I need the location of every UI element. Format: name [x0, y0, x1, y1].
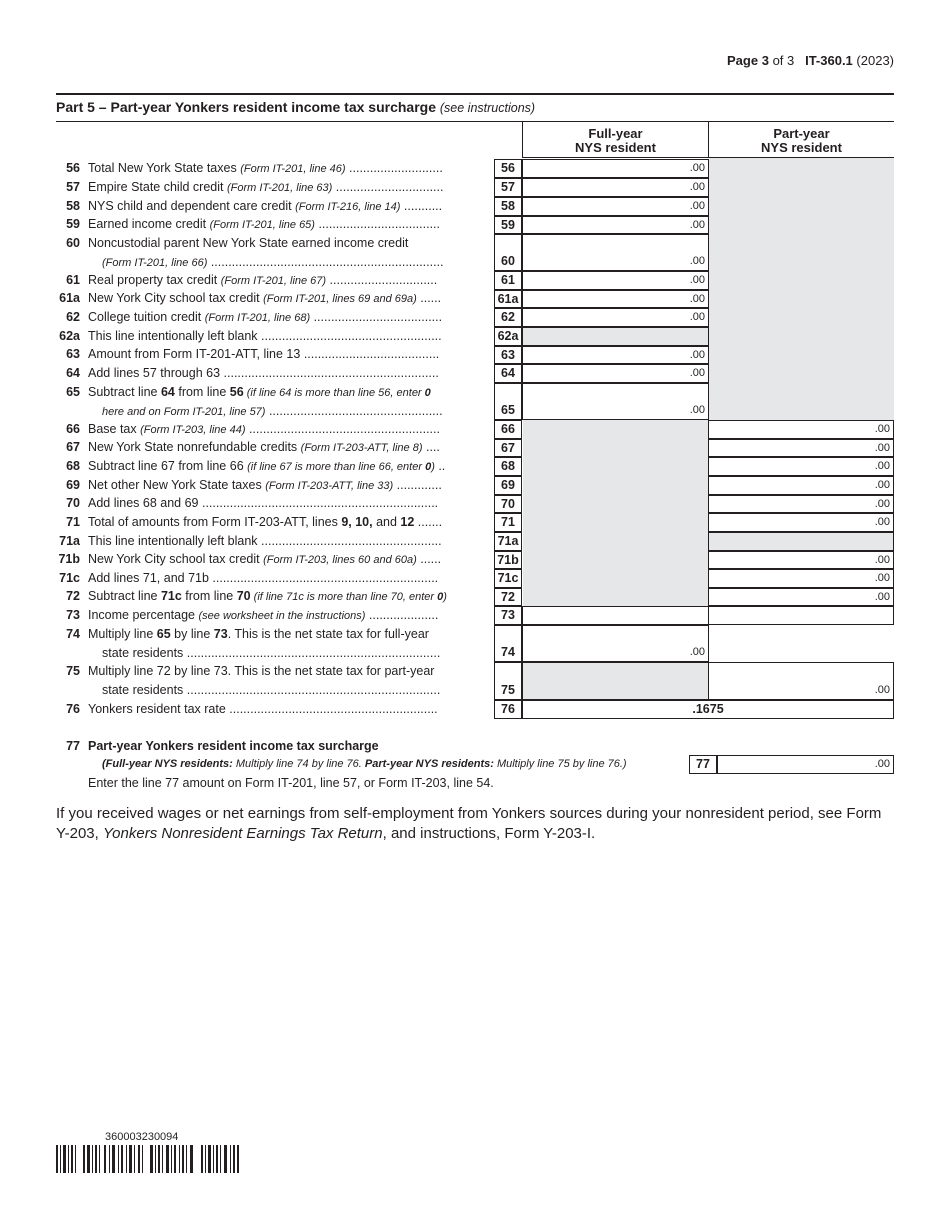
line-68 — [0, 457, 950, 476]
line-59 — [0, 216, 950, 234]
line-description — [88, 627, 486, 641]
line-number: 60 — [66, 236, 80, 250]
line-text: . This is the net state tax for full-year — [227, 627, 429, 641]
note-text: , and instructions, Form Y-203-I. — [382, 825, 596, 842]
line-description-cont — [102, 404, 486, 418]
line-ref: (Form IT-203, lines 60 and 60a) — [263, 554, 417, 566]
line-77-instructions — [102, 758, 627, 770]
line-box: 63 — [494, 346, 522, 364]
leader-dots: ....... — [414, 515, 443, 529]
line-number: 74 — [66, 627, 80, 641]
line-note-bold: 0 — [424, 387, 431, 399]
page-of: of 3 — [772, 53, 795, 68]
line-description — [88, 702, 486, 716]
leader-dots: ............................... — [332, 180, 444, 194]
line-box: 71a — [494, 532, 522, 551]
line-text: Yonkers resident tax rate — [88, 702, 226, 716]
line-number: 71 — [66, 515, 80, 529]
full-year-amount-64[interactable]: .00 — [522, 364, 709, 383]
full-year-amount-58[interactable]: .00 — [522, 197, 709, 216]
line-box: 65 — [494, 383, 522, 420]
line-box: 61a — [494, 290, 522, 308]
line-number: 62 — [66, 310, 80, 324]
full-year-amount-62a-blank — [522, 327, 709, 346]
line-74 — [0, 625, 950, 662]
column-header-full-year-line2: NYS resident — [575, 140, 656, 155]
line-56 — [0, 159, 950, 178]
line-box: 57 — [494, 178, 522, 197]
line-box: 68 — [494, 457, 522, 476]
line-58 — [0, 197, 950, 216]
full-year-amount-63[interactable]: .00 — [522, 346, 709, 364]
line-text: Total New York State taxes — [88, 161, 237, 175]
column-header-part-year — [708, 121, 894, 158]
line-number: 61 — [66, 273, 80, 287]
leader-dots: .................... — [365, 608, 439, 622]
line-number: 59 — [66, 217, 80, 231]
line-description: Multiply line 72 by line 73. This is the net state tax for part-year — [88, 664, 435, 678]
line-ref: (Form IT-201, line 46) — [240, 163, 346, 175]
line-ref: (Form IT-201, lines 69 and 69a) — [263, 293, 417, 305]
line-text: Earned income credit — [88, 217, 207, 231]
line-77-title: Part-year Yonkers resident income tax surcharge — [88, 739, 379, 753]
leader-dots: ........... — [400, 199, 443, 213]
leader-dots: ............. — [393, 478, 442, 492]
line-text-bold: 70 — [236, 589, 251, 603]
part-title-text: Part 5 – Part-year Yonkers resident income tax surcharge — [56, 99, 436, 115]
full-year-amount-62[interactable]: .00 — [522, 308, 709, 327]
line-box: 72 — [494, 588, 522, 606]
line-box: 62a — [494, 327, 522, 346]
yonkers-tax-rate-76: .1675 — [522, 700, 894, 719]
line-text: Add lines 57 through 63 — [88, 366, 221, 380]
line-ref: (Form IT-201, line 63) — [226, 182, 333, 194]
note-text: If you received wages or net earnings from self-employment from Yonkers sources during your nonresident period, see Form Y-203, — [56, 805, 882, 842]
line-number: 71c — [59, 571, 80, 585]
line-number: 67 — [66, 440, 80, 454]
line-text: New York State nonrefundable credits — [88, 440, 298, 454]
line-text: state residents — [102, 683, 184, 697]
line-box: 76 — [494, 700, 522, 719]
line-description — [88, 310, 486, 324]
line-note: ) — [443, 591, 447, 603]
line-71c — [0, 569, 950, 588]
leader-dots: ................................... — [314, 217, 440, 231]
page-label: Page — [727, 53, 759, 68]
line-box: 74 — [494, 625, 522, 662]
line-description — [88, 589, 486, 603]
line-71b — [0, 551, 950, 569]
leader-dots: .... — [422, 440, 440, 454]
line-description: Noncustodial parent New York State earned income credit — [88, 236, 409, 250]
instr-bold: (Full-year NYS residents: — [102, 758, 233, 770]
line-number: 62a — [59, 329, 80, 343]
line-description — [88, 552, 486, 566]
line-box: 64 — [494, 364, 522, 383]
line-text-bold: 64 — [160, 385, 175, 399]
full-year-amount-56[interactable]: .00 — [522, 159, 709, 178]
line-box: 73 — [494, 606, 522, 625]
yonkers-nonresident-note — [56, 804, 894, 844]
full-year-amount-74[interactable]: .00 — [522, 625, 709, 662]
line-text: Add lines 68 and 69 — [88, 496, 199, 510]
line-text: and — [372, 515, 401, 529]
line-box: 71c — [494, 569, 522, 588]
line-description — [88, 366, 486, 380]
part-year-income-percentage-73[interactable] — [708, 606, 894, 625]
line-text-bold: 12 — [400, 515, 415, 529]
line-61 — [0, 271, 950, 290]
line-description — [88, 385, 486, 399]
leader-dots: ..................................... — [310, 310, 443, 324]
line-69 — [0, 476, 950, 495]
line-box: 59 — [494, 216, 522, 234]
line-text: Income percentage — [88, 608, 196, 622]
leader-dots: .................................................. — [265, 404, 443, 418]
instr-text: Multiply line 75 by line 76.) — [493, 758, 627, 770]
part-year-amount-69[interactable]: .00 — [708, 476, 894, 495]
line-text-bold: 9, 10, — [341, 515, 373, 529]
line-63 — [0, 346, 950, 364]
line-number: 63 — [66, 347, 80, 361]
leader-dots: ........................... — [345, 161, 443, 175]
line-number: 77 — [66, 739, 80, 753]
line-number: 75 — [66, 664, 80, 678]
line-number: 73 — [66, 608, 80, 622]
line-number: 68 — [66, 459, 80, 473]
line-box: 70 — [494, 495, 522, 513]
line-77 — [0, 738, 950, 798]
full-year-income-percentage-73[interactable] — [522, 606, 709, 625]
leader-dots: ....................................................... — [245, 422, 440, 436]
full-year-amount-59[interactable]: .00 — [522, 216, 709, 234]
line-number: 65 — [66, 385, 80, 399]
column-header-full-year — [522, 121, 708, 158]
line-box: 77 — [689, 755, 717, 774]
line-71a — [0, 532, 950, 551]
line-number: 71b — [58, 552, 80, 566]
line-ref-bold: 0 — [425, 461, 432, 473]
part-year-amount-68[interactable]: .00 — [708, 457, 894, 476]
line-72 — [0, 588, 950, 606]
leader-dots: .................................................................... — [198, 496, 439, 510]
line-text-bold: 56 — [229, 385, 244, 399]
instr-text: Multiply line 74 by line 76. — [232, 758, 365, 770]
line-box: 66 — [494, 420, 522, 439]
line-ref: ) — [431, 461, 435, 473]
line-description — [88, 515, 486, 529]
column-header-full-year-line1: Full-year — [588, 126, 643, 141]
full-year-amount-60[interactable]: .00 — [522, 234, 709, 271]
line-76 — [0, 700, 950, 719]
line-text: NYS child and dependent care credit — [88, 199, 292, 213]
leader-dots: ......................................................................... — [183, 646, 441, 660]
line-text: Empire State child credit — [88, 180, 224, 194]
line-text-bold: 73 — [213, 627, 228, 641]
line-number: 72 — [66, 589, 80, 603]
line-ref: (if line 67 is more than line 66, enter — [247, 461, 426, 473]
leader-dots: ............................... — [326, 273, 438, 287]
line-62a — [0, 327, 950, 346]
line-number: 71a — [59, 534, 80, 548]
line-57 — [0, 178, 950, 197]
line-text: state residents — [102, 646, 184, 660]
line-box: 69 — [494, 476, 522, 495]
leader-dots: ................................................................. — [208, 571, 439, 585]
line-77-enter-note: Enter the line 77 amount on Form IT-201, line 57, or Form IT-203, line 54. — [88, 776, 494, 790]
line-ref: (Form IT-203-ATT, line 8) — [300, 442, 423, 454]
form-year: (2023) — [856, 53, 894, 68]
part-year-amount-71b[interactable]: .00 — [708, 551, 894, 569]
full-year-amount-61a[interactable]: .00 — [522, 290, 709, 308]
line-description — [88, 440, 486, 454]
line-73 — [0, 606, 950, 625]
line-text-bold: 71c — [160, 589, 182, 603]
column-header-part-year-line1: Part-year — [773, 126, 830, 141]
part-year-amount-75[interactable]: .00 — [708, 662, 894, 700]
line-ref: (Form IT-201, line 68) — [204, 312, 311, 324]
line-text: Real property tax credit — [88, 273, 218, 287]
line-75 — [0, 662, 950, 700]
line-text: Add lines 71, and 71b — [88, 571, 209, 585]
line-61a — [0, 290, 950, 308]
line-number: 57 — [66, 180, 80, 194]
part-year-amount-66[interactable]: .00 — [708, 420, 894, 439]
line-ref: (see worksheet in the instructions) — [198, 610, 366, 622]
line-70 — [0, 495, 950, 513]
instr-bold: Part-year NYS residents: — [364, 758, 494, 770]
line-note-bold: 0 — [437, 591, 444, 603]
line-ref: (Form IT-203, line 44) — [140, 424, 246, 436]
leader-dots: .................................................... — [257, 534, 442, 548]
line-64 — [0, 364, 950, 383]
line-text: New York City school tax credit — [88, 291, 260, 305]
line-text: Multiply line — [88, 627, 157, 641]
leader-dots: .............................................................. — [220, 366, 439, 380]
line-description — [88, 161, 486, 175]
full-year-amount-57[interactable]: .00 — [522, 178, 709, 197]
line-62 — [0, 308, 950, 327]
line-box: 71 — [494, 513, 522, 532]
leader-dots: ................................................................... — [207, 255, 444, 269]
barcode-number: 360003230094 — [105, 1131, 179, 1143]
line-description — [88, 217, 486, 231]
line-description — [88, 496, 486, 510]
line-box: 62 — [494, 308, 522, 327]
line-description — [88, 459, 486, 473]
line-box: 71b — [494, 551, 522, 569]
part-title — [56, 99, 535, 115]
barcode-icon — [56, 1145, 240, 1173]
page-number: 3 — [761, 53, 769, 68]
line-text: College tuition credit — [88, 310, 202, 324]
line-number: 70 — [66, 496, 80, 510]
line-description-cont — [102, 646, 486, 660]
line-note: (if line 71c is more than line 70, enter — [250, 591, 438, 603]
line-text-bold: 65 — [156, 627, 171, 641]
leader-dots: .................................................... — [257, 329, 442, 343]
page-header — [727, 53, 894, 68]
line-description-cont — [102, 255, 486, 269]
line-text: Subtract line — [88, 385, 161, 399]
part-year-amount-71a-blank — [708, 532, 894, 551]
leader-dots: ............................................................ — [225, 702, 438, 716]
part-year-amount-67[interactable]: .00 — [708, 439, 894, 457]
line-number: 76 — [66, 702, 80, 716]
line-66 — [0, 420, 950, 439]
part-year-amount-70[interactable]: .00 — [708, 495, 894, 513]
line-number: 64 — [66, 366, 80, 380]
line-60 — [0, 234, 950, 271]
leader-dots: ......................................................................... — [183, 683, 441, 697]
line-text: Amount from Form IT-201-ATT, line 13 — [88, 347, 301, 361]
part-year-amount-71c[interactable]: .00 — [708, 569, 894, 588]
line-box: 61 — [494, 271, 522, 290]
line-description — [88, 571, 486, 585]
part-title-note: (see instructions) — [439, 101, 536, 115]
line-note: here and on Form IT-201, line 57) — [102, 406, 266, 418]
line-67 — [0, 439, 950, 457]
line-description-cont — [102, 683, 486, 697]
part-year-amount-71[interactable]: .00 — [708, 513, 894, 532]
line-text: from line — [181, 589, 237, 603]
line-ref: (Form IT-201, line 65) — [209, 219, 315, 231]
line-number: 69 — [66, 478, 80, 492]
line-description — [88, 347, 486, 361]
note-form-title: Yonkers Nonresident Earnings Tax Return — [103, 825, 383, 842]
leader-dots: ...... — [416, 552, 442, 566]
leader-dots: ...... — [416, 291, 442, 305]
line-text: from line — [174, 385, 230, 399]
line-description — [88, 422, 486, 436]
line-description — [88, 534, 486, 548]
line-description — [88, 180, 486, 194]
line-text: Net other New York State taxes — [88, 478, 262, 492]
line-description — [88, 291, 486, 305]
line-text: Subtract line — [88, 589, 161, 603]
line-number: 56 — [66, 161, 80, 175]
line-text: Total of amounts from Form IT-203-ATT, lines — [88, 515, 342, 529]
line-number: 61a — [59, 291, 80, 305]
line-ref: (Form IT-201, line 67) — [220, 275, 327, 287]
line-text: Base tax — [88, 422, 137, 436]
line-text: New York City school tax credit — [88, 552, 260, 566]
line-description — [88, 273, 486, 287]
line-description — [88, 478, 486, 492]
top-rule — [56, 93, 894, 95]
line-box: 58 — [494, 197, 522, 216]
line-text: This line intentionally left blank — [88, 329, 258, 343]
form-id: IT-360.1 — [805, 53, 853, 68]
leader-dots: .. — [434, 459, 446, 473]
line-65 — [0, 383, 950, 420]
line-number: 66 — [66, 422, 80, 436]
part-year-amount-72[interactable]: .00 — [708, 588, 894, 606]
line-number: 58 — [66, 199, 80, 213]
surcharge-amount-77[interactable]: .00 — [717, 755, 894, 774]
full-year-amount-61[interactable]: .00 — [522, 271, 709, 290]
line-description — [88, 608, 486, 622]
line-box: 67 — [494, 439, 522, 457]
column-header-part-year-line2: NYS resident — [761, 140, 842, 155]
full-year-amount-65[interactable]: .00 — [522, 383, 709, 420]
line-text: This line intentionally left blank — [88, 534, 258, 548]
line-ref: (Form IT-203-ATT, line 33) — [265, 480, 394, 492]
line-description — [88, 199, 486, 213]
line-71 — [0, 513, 950, 532]
line-ref: (Form IT-216, line 14) — [295, 201, 401, 213]
line-note: (if line 64 is more than line 56, enter — [243, 387, 425, 399]
line-box: 60 — [494, 234, 522, 271]
full-year-shaded-75 — [522, 662, 709, 700]
leader-dots: ....................................... — [300, 347, 440, 361]
line-text: Subtract line 67 from line 66 — [88, 459, 244, 473]
line-description — [88, 329, 486, 343]
line-text: by line — [170, 627, 214, 641]
line-box: 75 — [494, 662, 522, 700]
line-box: 56 — [494, 159, 522, 178]
line-ref: (Form IT-201, line 66) — [102, 257, 208, 269]
